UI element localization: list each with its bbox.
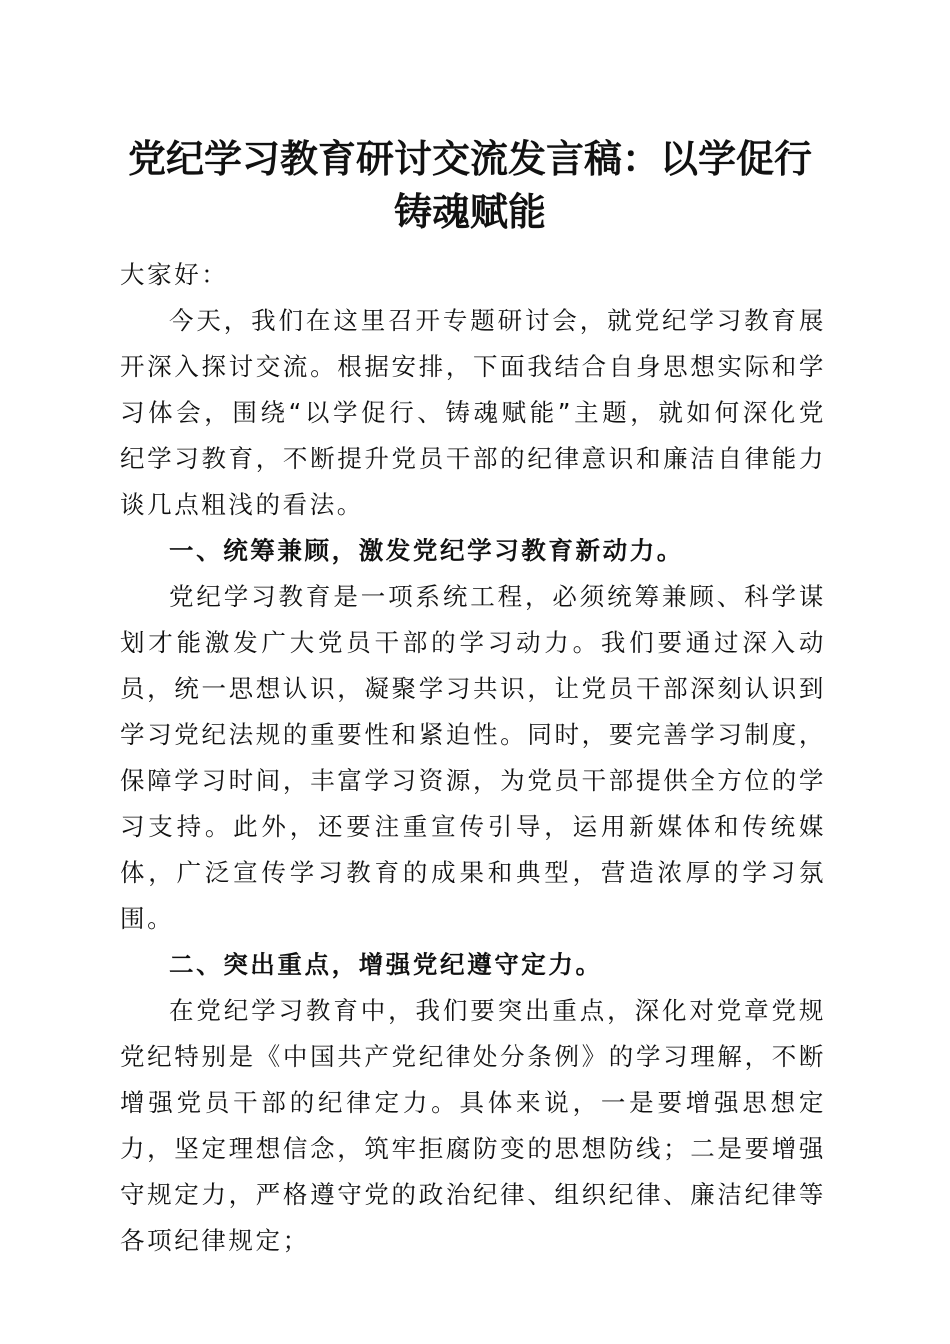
intro-paragraph: 今天，我们在这里召开专题研讨会，就党纪学习教育展开深入探讨交流。根据安排，下面我结合自身思想实际和学习体会，围绕“以学促行、铸魂赋能”主题，就如何深化党纪学习教育，不断提升党员干部的纪律意识和廉洁自律能力谈几点粗浅的看法。 — [120, 306, 826, 519]
section-2-heading: 二、突出重点，增强党纪遵守定力。 — [169, 950, 603, 979]
greeting: 大家好： — [120, 260, 229, 289]
document-body — [120, 252, 826, 1264]
section-2-paragraph: 在党纪学习教育中，我们要突出重点，深化对党章党规党纪特别是《中国共产党纪律处分条例》的学习理解，不断增强党员干部的纪律定力。具体来说，一是要增强思想定力，坚定理想信念，筑牢拒腐防变的思想防线；二是要增强守规定力，严格遵守党的政治纪律、组织纪律、廉洁纪律等各项纪律规定； — [120, 996, 826, 1255]
section-1-heading: 一、统筹兼顾，激发党纪学习教育新动力。 — [169, 536, 684, 565]
section-1-paragraph: 党纪学习教育是一项系统工程，必须统筹兼顾、科学谋划才能激发广大党员干部的学习动力。我们要通过深入动员，统一思想认识，凝聚学习共识，让党员干部深刻认识到学习党纪法规的重要性和紧迫性。同时，要完善学习制度，保障学习时间，丰富学习资源，为党员干部提供全方位的学习支持。此外，还要注重宣传引导，运用新媒体和传统媒体，广泛宣传学习教育的成果和典型，营造浓厚的学习氛围。 — [120, 582, 826, 933]
document-title: 党纪学习教育研讨交流发言稿：以学促行铸魂赋能 — [127, 136, 812, 234]
